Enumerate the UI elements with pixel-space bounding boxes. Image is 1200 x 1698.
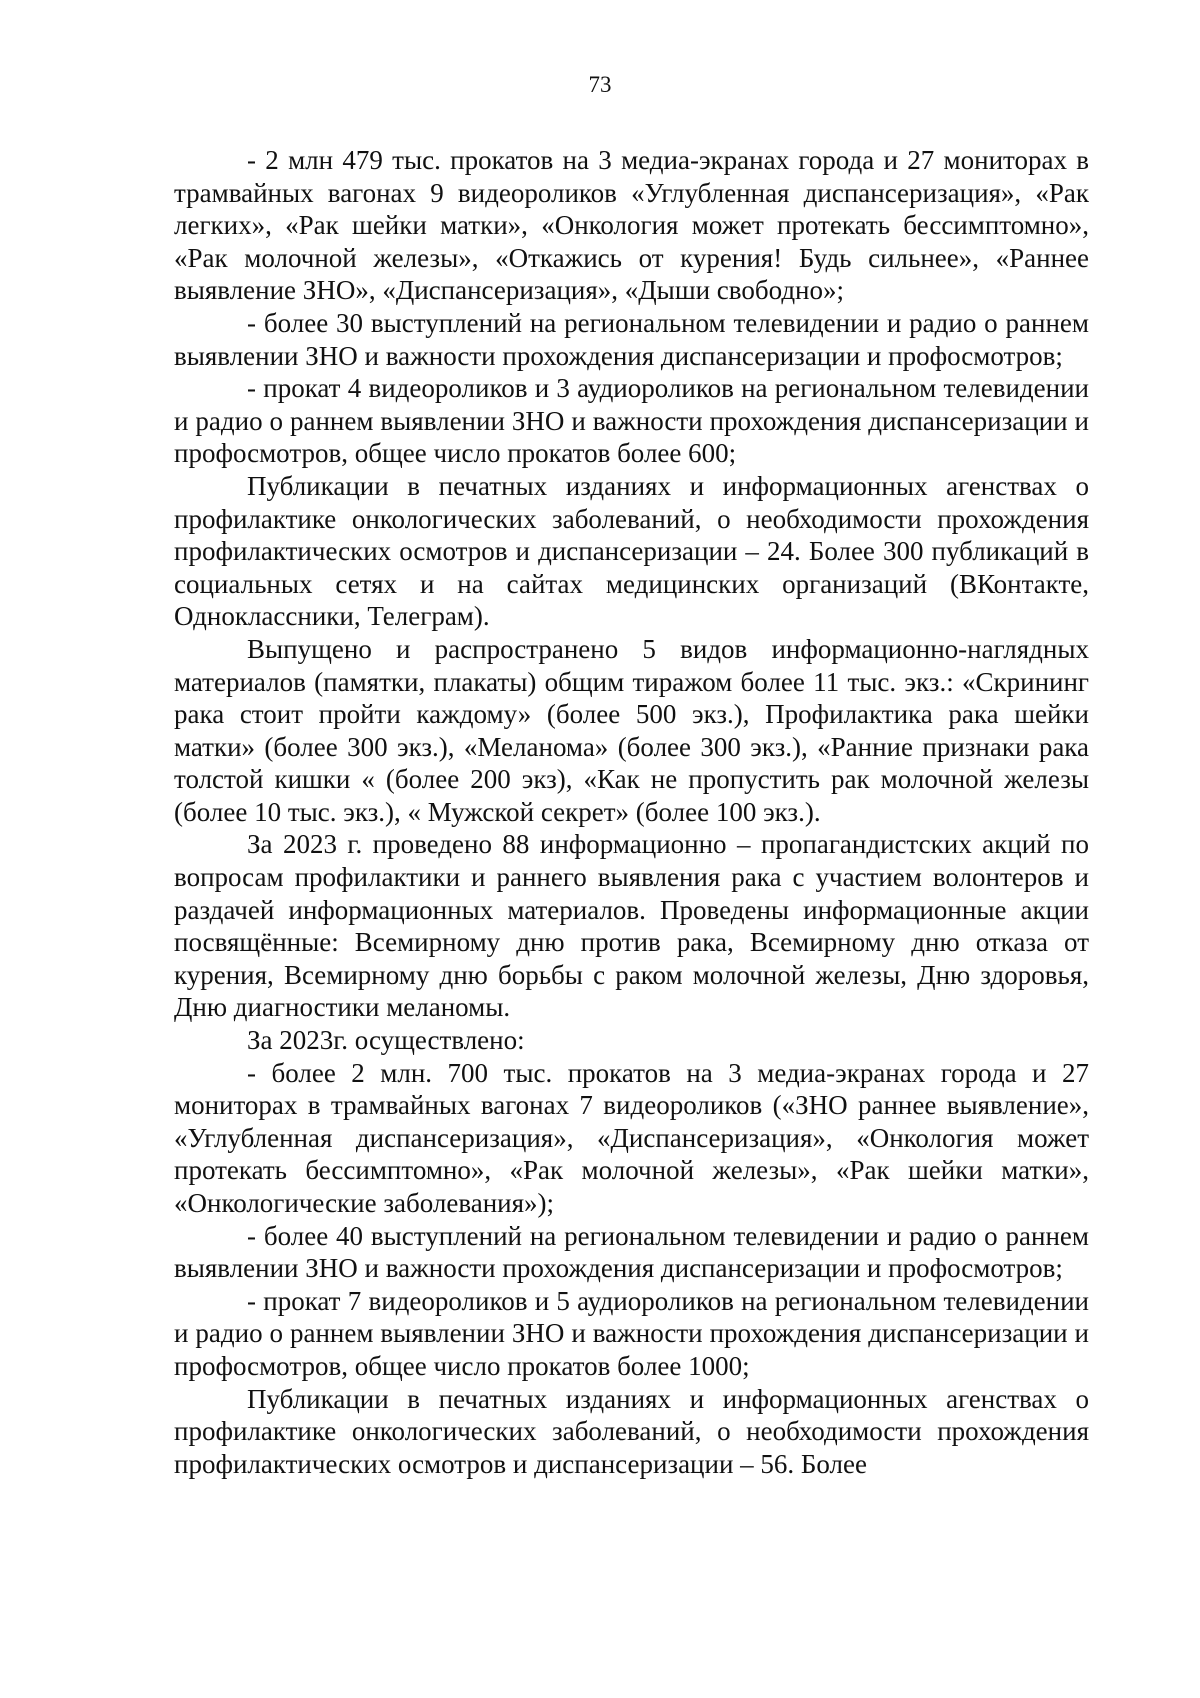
paragraph-publications-2023: Публикации в печатных изданиях и информационных агенствах о профилактике онкологических заболеваний, о необходимости прохождения профилактических осмотров и диспансеризации – 56. Более <box>174 1383 1089 1479</box>
paragraph-tv-radio-appearances-2023: - более 40 выступлений на региональном телевидении и радио о раннем выявлении ЗНО и важности прохождения диспансеризации и профосмотров; <box>174 1220 1089 1284</box>
paragraph-printed-materials: Выпущено и распространено 5 видов информационно-наглядных материалов (памятки, плакаты) общим тиражом более 11 тыс. экз.: «Скрининг рака стоит пройти каждому» (более 500 экз.), Профилактика рака шейки матки» (более 300 экз.), «Меланома» (более 300 экз.), «Ранние признаки рака толстой кишки « (более 200 экз), «Как не пропустить рак молочной железы (более 10 тыс. экз.), « Мужской секрет» (более 100 экз.). <box>174 633 1089 827</box>
page-number: 73 <box>588 72 612 97</box>
paragraph-tv-radio-appearances-2022: - более 30 выступлений на региональном телевидении и радио о раннем выявлении ЗНО и важности прохождения диспансеризации и профосмотров; <box>174 307 1089 371</box>
paragraph-video-audio-rolls-2022: - прокат 4 видеороликов и 3 аудиороликов на региональном телевидении и радио о раннем выявлении ЗНО и важности прохождения диспансеризации и профосмотров, общее число прокатов более 600; <box>174 373 1089 469</box>
paragraph-implemented-2023-heading: За 2023г. осуществлено: <box>247 1025 525 1056</box>
paragraph-tram-video-rolls-2022: - 2 млн 479 тыс. прокатов на 3 медиа-экранах города и 27 мониторах в трамвайных вагонах 9 видеороликов «Углубленная диспансеризация», «Рак легких», «Рак шейки матки», «Онкология может протекать бессимптомно», «Рак молочной железы», «Откажись от курения! Будь сильнее», «Раннее выявление ЗНО», «Диспансеризация», «Дыши свободно»; <box>174 145 1089 306</box>
paragraph-video-audio-rolls-2023: - прокат 7 видеороликов и 5 аудиороликов на региональном телевидении и радио о раннем выявлении ЗНО и важности прохождения диспансеризации и профосмотров, общее число прокатов более 1000; <box>174 1285 1089 1381</box>
document-body <box>174 144 1089 1480</box>
paragraph-tram-video-rolls-2023: - более 2 млн. 700 тыс. прокатов на 3 медиа-экранах города и 27 мониторах в трамвайных вагонах 7 видеороликов («ЗНО раннее выявление», «Углубленная диспансеризация», «Диспансеризация», «Онкология может протекать бессимптомно», «Рак молочной железы», «Рак шейки матки», «Онкологические заболевания»); <box>174 1057 1089 1218</box>
paragraph-campaigns-2023: За 2023 г. проведено 88 информационно – пропагандистских акций по вопросам профилактики и раннего выявления рака с участием волонтеров и раздачей информационных материалов. Проведены информационные акции посвящённые: Всемирному дню против рака, Всемирному дню отказа от курения, Всемирному дню борьбы с раком молочной железы, Дню здоровья, Дню диагностики меланомы. <box>174 829 1089 1023</box>
paragraph-publications-2022: Публикации в печатных изданиях и информационных агенствах о профилактике онкологических заболеваний, о необходимости прохождения профилактических осмотров и диспансеризации – 24. Более 300 публикаций в социальных сетях и на сайтах медицинских организаций (ВКонтакте, Одноклассники, Телеграм). <box>174 470 1089 632</box>
